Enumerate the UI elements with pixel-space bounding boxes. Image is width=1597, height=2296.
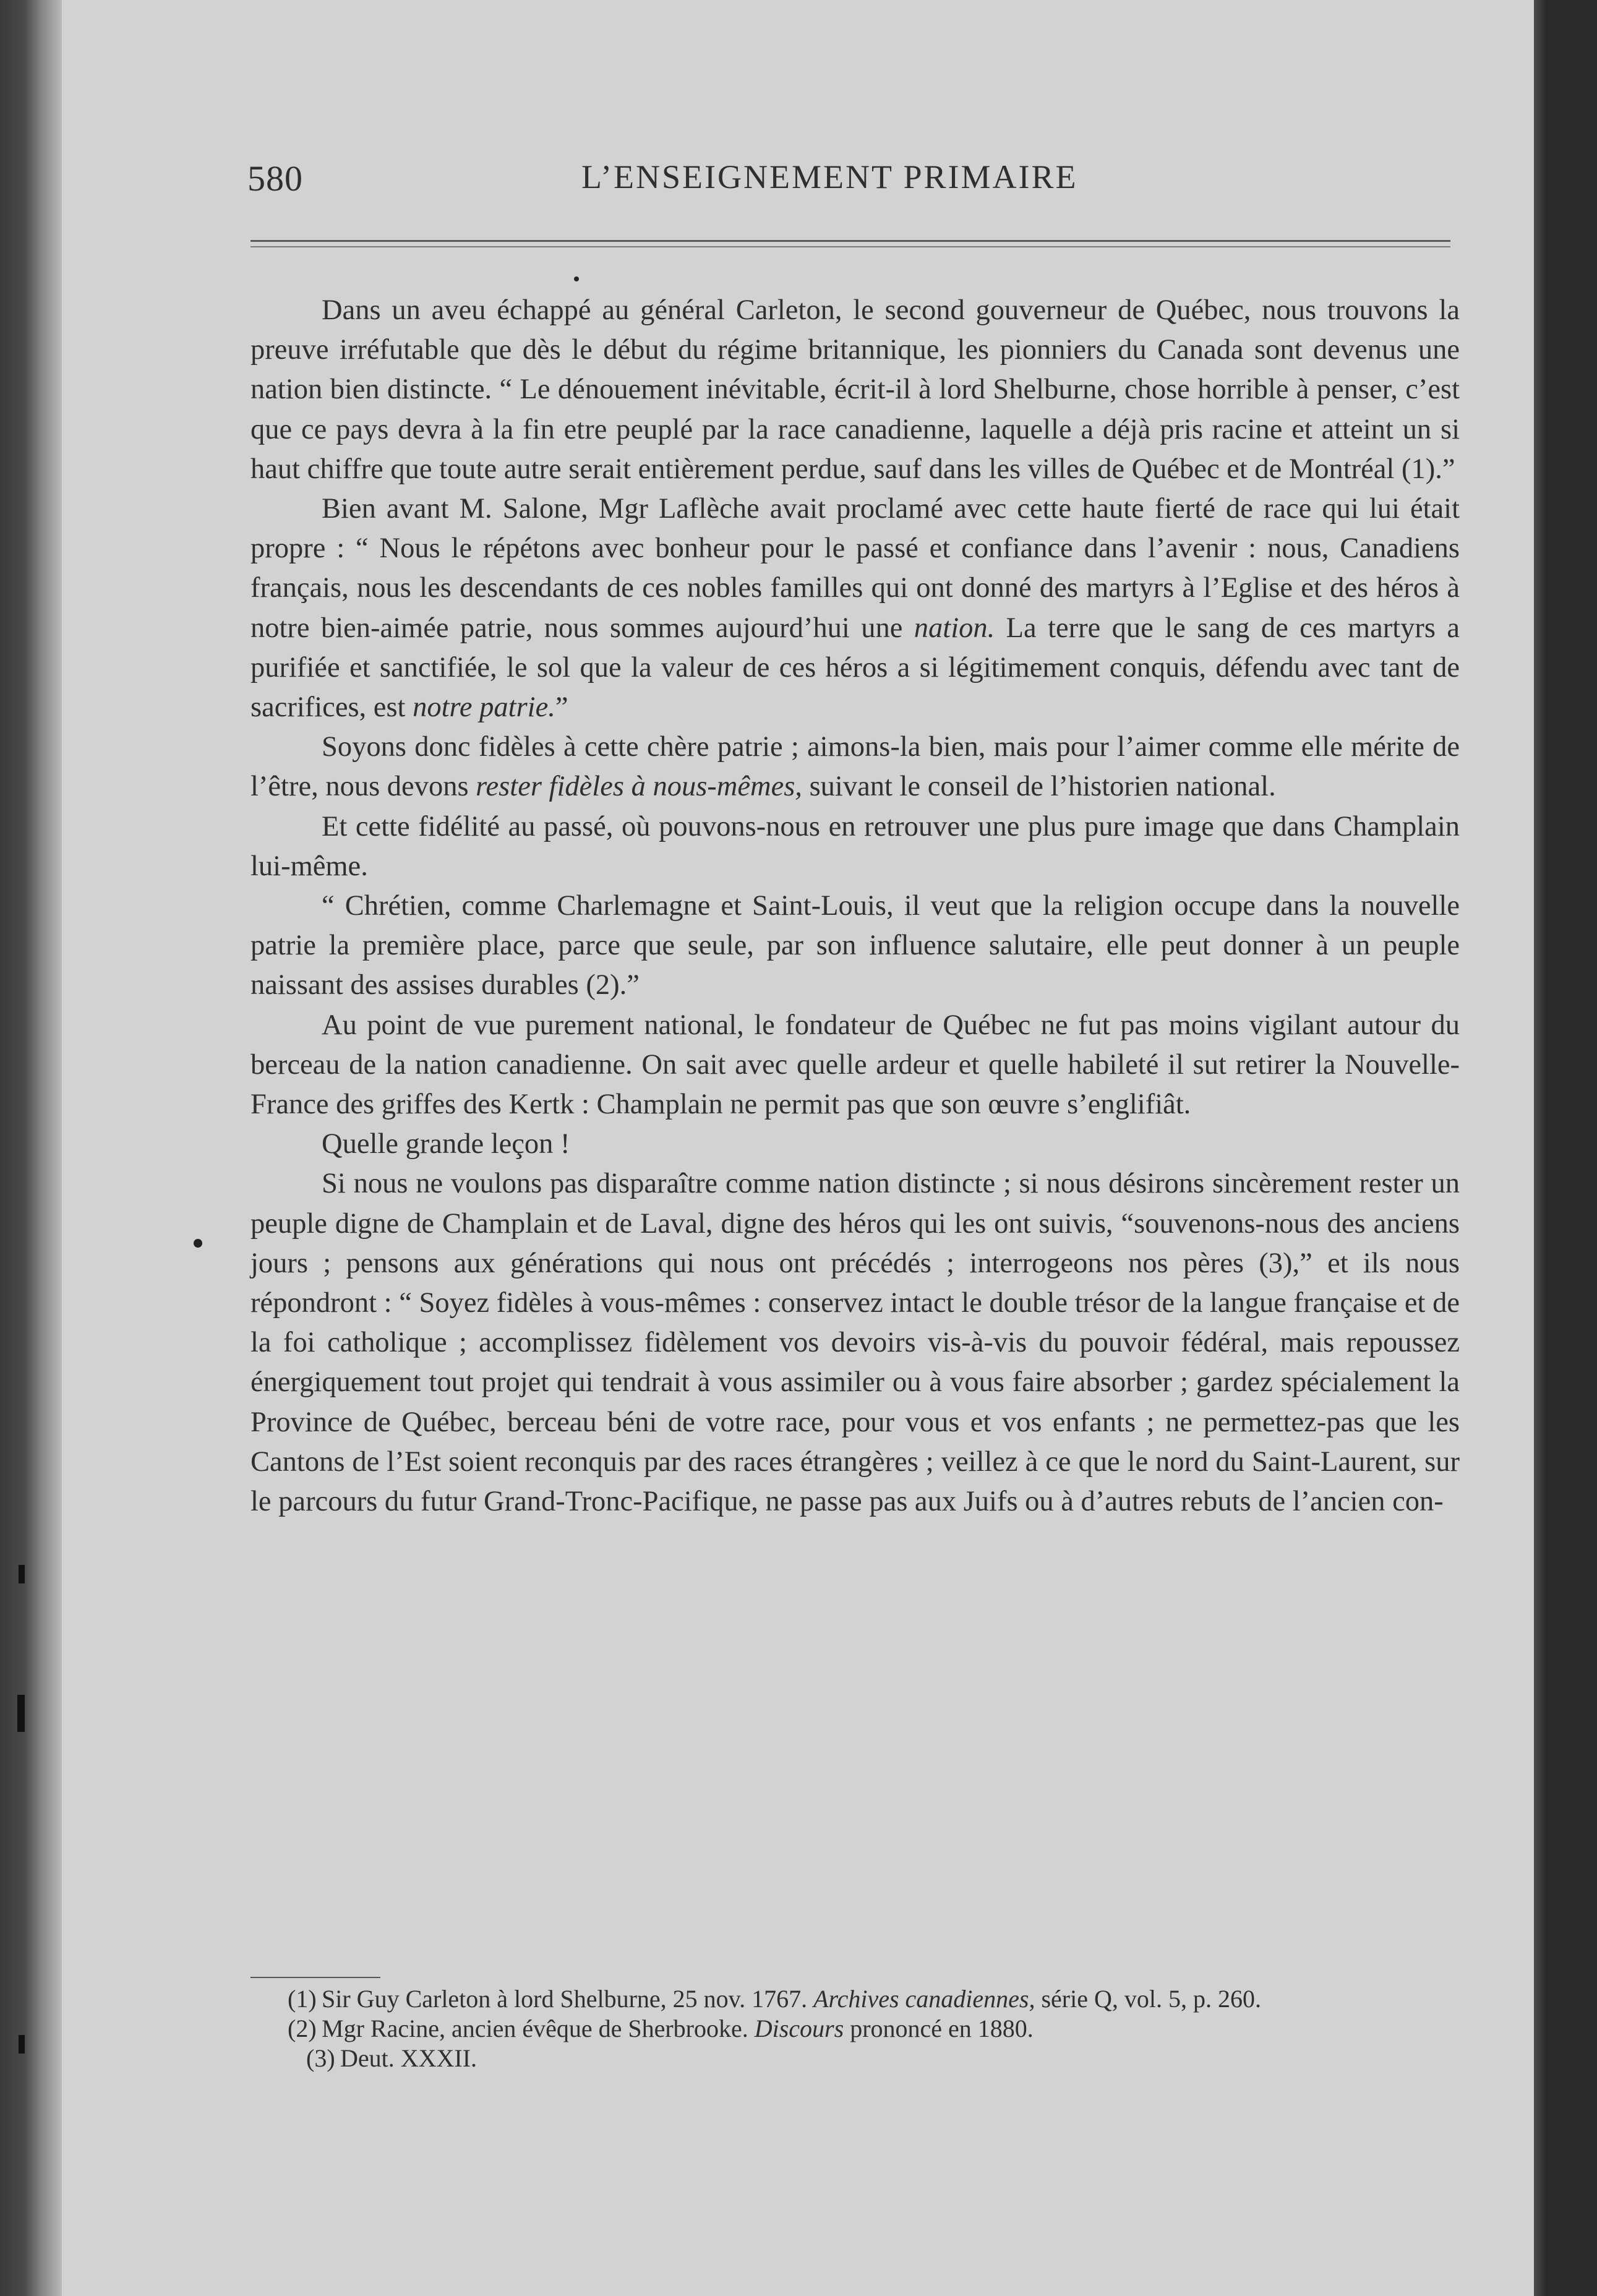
paragraph: Si nous ne voulons pas disparaître comme nation distincte ; si nous désirons sincèrement rester un peuple digne de Champlain et de Laval, digne des héros qui les ont suivis, “souvenons-nous des anciens jours ; pensons aux générations qui nous ont précédés ; interrogeons nos pères (3),” et ils nous répondront : “ Soyez fidèles à vous-mêmes : conservez intact le double trésor de la langue française et de la foi catholique ; accomplissez fidèlement vos devoirs vis-à-vis du pouvoir fédéral, mais repoussez énergiquement tout projet qui tendrait à vous assimiler ou à vous faire absorber ; gardez spécialement la Province de Québec, berceau béni de votre race, pour vous et vos enfants ; ne permettez-pas que les Cantons de l’Est soient reconquis par des races étrangères ; veillez à ce que le nord du Saint-Laurent, sur le parcours du futur Grand-Tronc-Pacifique, ne passe pas aux Juifs ou à d’autres rebuts de l’ancien con- [250,1168,1460,1518]
page-number: 580 [247,158,303,199]
paragraph: Quelle grande leçon ! [322,1128,570,1160]
header-rule-thin [250,246,1450,247]
ink-speck [194,1239,202,1248]
emphasis: Discours [754,2015,844,2042]
binding-mark [19,2035,25,2054]
running-head: L’ENSEIGNEMENT PRIMAIRE [581,158,1078,195]
paragraph: Bien avant M. Salone, Mgr Laflèche avait proclamé avec cette haute fierté de race qui lui était propre : “ Nous le répétons avec bonheur pour le passé et confiance dans l’avenir : nous, Canadiens français, nous les descendants de ces nobles familles qui ont donné des martyrs à l’Eglise et des héros à notre bien-aimée patrie, nous sommes aujourd’hui une nation. La terre que le sang de ces martyrs a purifiée et sanctifiée, le sol que la valeur de ces héros a si légitimement conquis, défendu avec tant de sacrifices, est notre patrie.” [250,493,1460,724]
emphasis: Archives canadiennes, [813,1985,1035,2013]
emphasis: notre patrie. [413,692,555,724]
paragraph: Et cette fidélité au passé, où pouvons-nous en retrouver une plus pure image que dans Champlain lui-même. [250,810,1460,882]
page-header [247,158,1454,207]
paragraph: Soyons donc fidèles à cette chère patrie ; aimons-la bien, mais pour l’aimer comme elle mérite de l’être, nous devons rester fidèles à nous-mêmes, suivant le conseil de l’historien national. [250,731,1460,803]
paragraph: “ Chrétien, comme Charlemagne et Saint-Louis, il veut que la religion occupe dans la nouvelle patrie la première place, parce que seule, par son influence salutaire, elle peut donner à un peuple naissant des assises durables (2).” [250,890,1460,1001]
header-rule [250,240,1450,242]
emphasis: rester fidèles à nous-mêmes, [476,771,802,803]
emphasis: nation. [914,612,995,644]
ink-speck [574,276,579,281]
footnotes [250,1984,1457,2073]
footnote-rule [250,1977,380,1978]
paragraph: Au point de vue purement national, le fondateur de Québec ne fut pas moins vigilant autour du berceau de la nation canadienne. On sait avec quelle ardeur et quelle habileté il sut retirer la Nouvelle-France des griffes des Kertk : Champlain ne permit pas que son œuvre s’englifiât. [250,1009,1460,1121]
footnote-marker: (2) [288,2015,317,2042]
footnote: (2) Mgr Racine, ancien évêque de Sherbrooke. Discours prononcé en 1880. [250,2014,1457,2044]
footnote: (1) Sir Guy Carleton à lord Shelburne, 25 nov. 1767. Archives canadiennes, série Q, vol. 5, p. 260. [250,1984,1457,2014]
paragraph: Dans un aveu échappé au général Carleton, le second gouverneur de Québec, nous trouvons la preuve irréfutable que dès le début du régime britannique, les pionniers du Canada sont devenus une nation bien distincte. “ Le dénouement inévitable, écrit-il à lord Shelburne, chose horrible à penser, c’est que ce pays devra à la fin etre peuplé par la race canadienne, laquelle a déjà pris racine et atteint un si haut chiffre que toute autre serait entièrement perdue, sauf dans les villes de Québec et de Montréal (1).” [250,294,1460,485]
binding-mark [19,1565,25,1583]
footnote-marker: (3) [306,2044,335,2072]
footnote-marker: (1) [288,1985,317,2013]
body-text [250,291,1460,1522]
footnote: (3) Deut. XXXII. [250,2044,1457,2073]
binding-mark [17,1695,25,1732]
